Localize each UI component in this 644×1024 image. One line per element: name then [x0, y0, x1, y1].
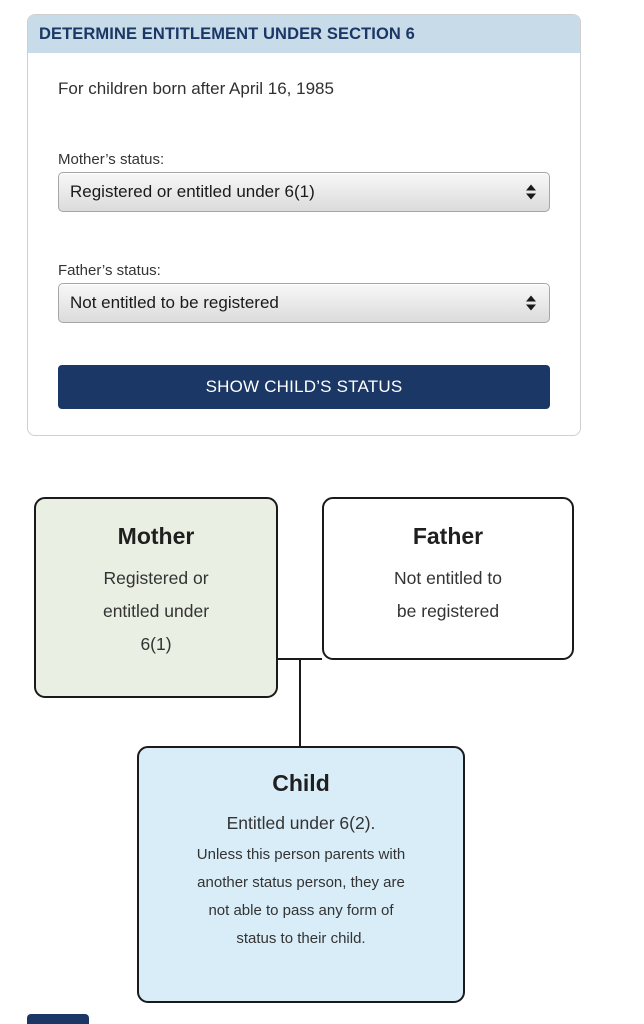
status-line: 6(1) — [140, 634, 172, 654]
mother-box — [34, 497, 278, 698]
select-arrows-icon — [526, 185, 536, 200]
child-box-title: Child — [272, 770, 330, 796]
father-box-title: Father — [412, 523, 484, 549]
note-line: another status person, they are — [197, 874, 405, 891]
mother-box-title: Mother — [117, 523, 195, 549]
status-line: Not entitled to — [394, 568, 502, 588]
mother-box-status — [36, 562, 276, 661]
father-status-select[interactable] — [58, 283, 550, 323]
show-child-status-button[interactable]: SHOW CHILD’S STATUS — [58, 365, 550, 409]
father-status-field — [58, 262, 550, 323]
note-line: not able to pass any form of — [208, 902, 394, 919]
mother-status-selected-value: Registered or entitled under 6(1) — [70, 182, 315, 201]
child-box-note — [139, 841, 463, 953]
child-box — [137, 746, 465, 1003]
select-arrows-icon — [526, 296, 536, 311]
note-line: Unless this person parents with — [196, 846, 406, 863]
mother-status-field — [58, 151, 550, 212]
panel-body — [28, 53, 580, 435]
father-status-label: Father’s status: — [58, 262, 161, 279]
next-section-header-fragment[interactable] — [27, 1014, 89, 1024]
status-line: entitled under — [102, 601, 210, 621]
intro-text: For children born after April 16, 1985 — [58, 79, 334, 98]
determine-entitlement-panel — [27, 14, 581, 436]
note-line: status to their child. — [236, 930, 366, 947]
status-line: Registered or — [103, 568, 209, 588]
father-box-status — [324, 562, 572, 628]
father-box — [322, 497, 574, 660]
panel-header-title: DETERMINE ENTITLEMENT UNDER SECTION 6 — [28, 15, 580, 53]
mother-status-label: Mother’s status: — [58, 151, 165, 168]
father-status-selected-value: Not entitled to be registered — [70, 293, 279, 312]
child-box-status: Entitled under 6(2). — [226, 813, 376, 833]
status-line: be registered — [396, 601, 500, 621]
mother-status-select[interactable] — [58, 172, 550, 212]
child-connector-line — [299, 659, 301, 746]
